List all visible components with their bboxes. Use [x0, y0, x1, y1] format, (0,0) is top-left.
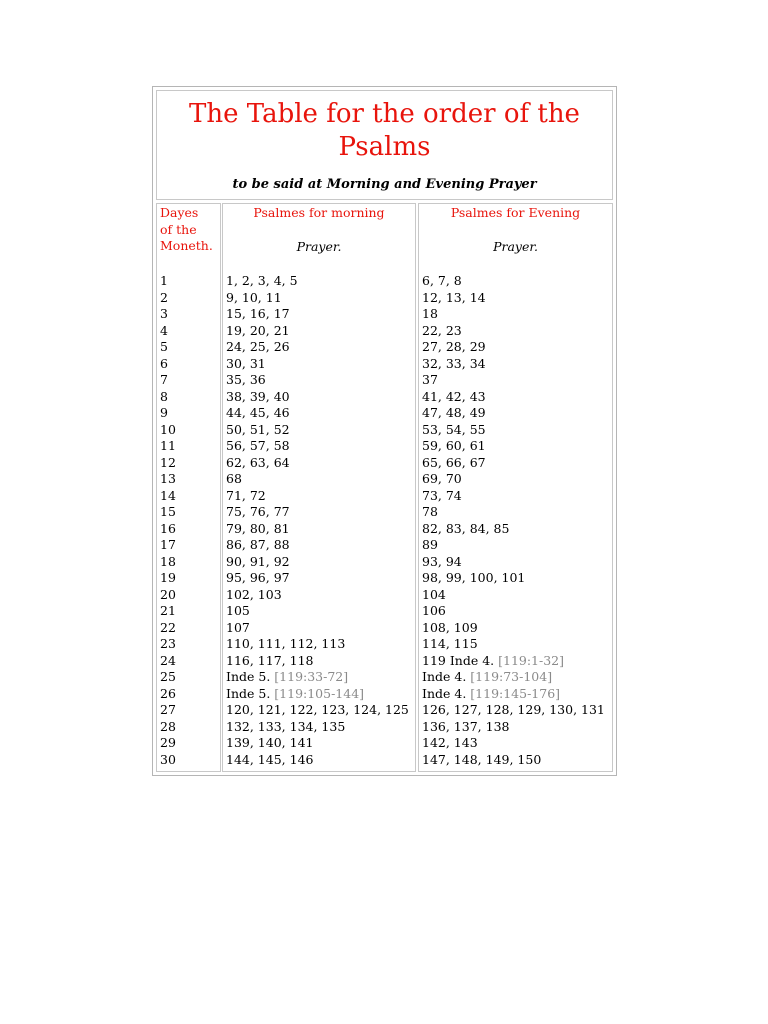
morning-psalms-text: 107: [226, 619, 250, 635]
morning-psalms-text: 44, 45, 46: [226, 405, 290, 420]
evening-psalms-text: 69, 70: [422, 471, 462, 486]
morning-psalms-text: 139, 140, 141: [226, 735, 314, 750]
days-header: [157, 204, 220, 255]
morning-psalms-text: 68: [226, 471, 242, 486]
day-number: 14: [160, 487, 176, 503]
day-number: 8: [160, 388, 168, 404]
evening-psalms-text: 73, 74: [422, 487, 462, 503]
day-number: 28: [160, 718, 176, 734]
morning-psalms-text: 144, 145, 146: [226, 751, 314, 767]
days-header-line: of the: [160, 221, 197, 237]
morning-header: Psalmes for morning: [253, 205, 385, 220]
evening-psalms-row: [419, 554, 612, 571]
days-column: [156, 203, 221, 772]
morning-psalms-text: 35, 36: [226, 372, 266, 387]
evening-psalms-text: 106: [422, 603, 446, 618]
day-number: 26: [160, 685, 176, 701]
evening-psalms-row: [419, 504, 612, 521]
morning-psalms-text: 120, 121, 122, 123, 124, 125: [226, 702, 409, 717]
evening-psalms-text: 32, 33, 34: [422, 355, 486, 371]
evening-psalms-text: 47, 48, 49: [422, 405, 486, 420]
evening-psalms-text: Inde 4.: [422, 669, 467, 684]
morning-psalms-text: 71, 72: [226, 487, 266, 503]
evening-psalms-text: 119 Inde 4.: [422, 652, 495, 668]
evening-psalms-text: Inde 4.: [422, 685, 467, 701]
day-number: 23: [160, 636, 176, 651]
evening-psalms-text: 27, 28, 29: [422, 339, 486, 354]
morning-psalms-text: 116, 117, 118: [226, 652, 314, 668]
evening-psalms-text: 98, 99, 100, 101: [422, 570, 526, 585]
morning-psalms-text: 86, 87, 88: [226, 537, 290, 552]
page-subtitle: to be said at Morning and Evening Prayer: [232, 177, 537, 192]
morning-psalms-row: [223, 521, 415, 538]
morning-psalms-row: [223, 455, 415, 472]
day-number: 13: [160, 471, 176, 486]
evening-psalms-text: 89: [422, 537, 438, 552]
day-number: 22: [160, 619, 176, 635]
morning-psalms-text: 62, 63, 64: [226, 454, 290, 470]
evening-psalms-text: 22, 23: [422, 322, 462, 338]
days-header-line: Moneth.: [160, 238, 213, 253]
evening-psalms-row: [419, 422, 612, 439]
morning-psalms-text: 19, 20, 21: [226, 322, 290, 338]
morning-psalms-text: 102, 103: [226, 586, 282, 602]
evening-list: [419, 273, 612, 768]
morning-psalms-row: [223, 636, 415, 653]
day-number: 30: [160, 751, 176, 767]
evening-psalms-row: [419, 471, 612, 488]
morning-psalms-row: [223, 537, 415, 554]
evening-psalms-row: [419, 587, 612, 604]
day-number: 18: [160, 553, 176, 569]
morning-psalm-reference-link[interactable]: [119:105-144]: [274, 685, 365, 701]
evening-psalms-row: [419, 389, 612, 406]
morning-psalms-text: 30, 31: [226, 355, 266, 371]
morning-psalms-text: 75, 76, 77: [226, 504, 290, 519]
morning-psalms-text: 9, 10, 11: [226, 289, 282, 305]
evening-column: [418, 203, 613, 772]
evening-psalms-row: [419, 653, 612, 670]
evening-psalms-text: 53, 54, 55: [422, 421, 486, 437]
morning-psalms-row: [223, 620, 415, 637]
evening-psalms-text: 126, 127, 128, 129, 130, 131: [422, 702, 605, 717]
evening-psalms-row: [419, 719, 612, 736]
evening-psalms-row: [419, 521, 612, 538]
evening-psalms-row: [419, 488, 612, 505]
morning-psalms-row: [223, 356, 415, 373]
evening-psalms-row: [419, 702, 612, 719]
morning-psalms-row: [223, 405, 415, 422]
evening-psalms-row: [419, 686, 612, 703]
evening-psalms-text: 78: [422, 504, 438, 519]
morning-psalms-row: [223, 554, 415, 571]
morning-column: [222, 203, 416, 772]
evening-psalms-row: [419, 620, 612, 637]
evening-psalms-text: 12, 13, 14: [422, 289, 486, 305]
evening-psalms-text: 82, 83, 84, 85: [422, 520, 510, 536]
morning-psalms-row: [223, 306, 415, 323]
morning-psalms-text: 79, 80, 81: [226, 520, 290, 536]
morning-psalms-text: 132, 133, 134, 135: [226, 718, 346, 734]
evening-psalms-row: [419, 405, 612, 422]
day-number: 25: [160, 669, 176, 684]
morning-psalms-row: [223, 389, 415, 406]
evening-psalms-row: [419, 356, 612, 373]
evening-psalms-text: 114, 115: [422, 636, 478, 651]
morning-psalms-row: [223, 669, 415, 686]
morning-psalms-row: [223, 339, 415, 356]
morning-psalms-row: [223, 372, 415, 389]
evening-psalm-reference-link[interactable]: [119:73-104]: [470, 669, 553, 684]
evening-psalms-row: [419, 306, 612, 323]
evening-psalms-text: 41, 42, 43: [422, 388, 486, 404]
day-number: 4: [160, 322, 168, 338]
morning-psalms-text: 1, 2, 3, 4, 5: [226, 273, 298, 288]
evening-psalms-row: [419, 372, 612, 389]
day-number: 20: [160, 586, 176, 602]
morning-psalms-row: [223, 603, 415, 620]
day-number: 10: [160, 421, 176, 437]
morning-psalms-row: [223, 735, 415, 752]
morning-psalms-text: 38, 39, 40: [226, 388, 290, 404]
morning-psalms-row: [223, 686, 415, 703]
day-number: 21: [160, 603, 176, 618]
day-number: 2: [160, 289, 168, 305]
day-number: 6: [160, 355, 168, 371]
morning-psalms-text: 24, 25, 26: [226, 339, 290, 354]
days-list: [157, 273, 220, 768]
evening-psalms-row: [419, 603, 612, 620]
evening-psalms-row: [419, 570, 612, 587]
morning-psalms-text: Inde 5.: [226, 669, 271, 684]
day-number: 17: [160, 537, 176, 552]
morning-psalms-text: 105: [226, 603, 250, 618]
evening-psalms-text: 18: [422, 306, 438, 321]
evening-psalm-reference-link[interactable]: [119:1-32]: [498, 652, 565, 668]
morning-list: [223, 273, 415, 768]
day-number: 19: [160, 570, 176, 585]
evening-psalms-text: 93, 94: [422, 553, 462, 569]
morning-psalms-row: [223, 653, 415, 670]
evening-psalms-text: 59, 60, 61: [422, 438, 486, 453]
morning-psalms-row: [223, 752, 415, 769]
evening-psalms-row: [419, 273, 612, 290]
day-number: 29: [160, 735, 176, 750]
morning-psalms-row: [223, 719, 415, 736]
morning-psalms-row: [223, 570, 415, 587]
morning-psalms-text: 56, 57, 58: [226, 438, 290, 453]
morning-psalms-row: [223, 290, 415, 307]
morning-psalms-row: [223, 323, 415, 340]
morning-psalms-row: [223, 273, 415, 290]
day-number: 15: [160, 504, 176, 519]
evening-psalms-row: [419, 537, 612, 554]
evening-prayer-label: Prayer.: [493, 238, 538, 254]
morning-psalms-row: [223, 587, 415, 604]
day-number: 1: [160, 273, 168, 288]
evening-psalms-row: [419, 438, 612, 455]
page-title: The Table for the order of the Psalms: [189, 99, 580, 162]
evening-psalms-row: [419, 290, 612, 307]
day-number: 9: [160, 405, 168, 420]
morning-psalms-text: 90, 91, 92: [226, 553, 290, 569]
evening-psalms-row: [419, 323, 612, 340]
evening-psalms-text: 147, 148, 149, 150: [422, 751, 542, 767]
evening-psalms-text: 65, 66, 67: [422, 454, 486, 470]
morning-psalms-row: [223, 488, 415, 505]
evening-psalms-row: [419, 455, 612, 472]
evening-header: Psalmes for Evening: [450, 205, 581, 220]
evening-psalms-text: 108, 109: [422, 619, 478, 635]
day-number: 16: [160, 520, 176, 536]
evening-psalms-row: [419, 669, 612, 686]
morning-prayer-label: Prayer.: [296, 238, 342, 254]
morning-psalms-text: 15, 16, 17: [226, 306, 290, 321]
evening-psalms-row: [419, 735, 612, 752]
morning-psalms-row: [223, 471, 415, 488]
evening-psalms-text: 142, 143: [422, 735, 478, 750]
day-number: 12: [160, 454, 176, 470]
morning-psalms-row: [223, 504, 415, 521]
morning-psalms-text: 95, 96, 97: [226, 570, 290, 585]
day-number: 3: [160, 306, 168, 321]
day-number: 11: [160, 438, 176, 453]
evening-psalms-row: [419, 636, 612, 653]
evening-psalms-text: 136, 137, 138: [422, 718, 510, 734]
morning-psalm-reference-link[interactable]: [119:33-72]: [274, 669, 349, 684]
evening-psalm-reference-link[interactable]: [119:145-176]: [470, 685, 561, 701]
day-number: 7: [160, 372, 168, 387]
morning-psalms-text: 110, 111, 112, 113: [226, 636, 346, 651]
morning-psalms-row: [223, 702, 415, 719]
morning-psalms-row: [223, 438, 415, 455]
day-number: 24: [160, 652, 176, 668]
psalms-table: [152, 86, 617, 776]
evening-psalms-text: 104: [422, 586, 446, 602]
morning-psalms-text: Inde 5.: [226, 685, 271, 701]
day-number: 5: [160, 339, 168, 354]
days-header-line: Dayes: [160, 205, 199, 220]
title-cell: [156, 90, 613, 200]
evening-psalms-row: [419, 752, 612, 769]
morning-psalms-row: [223, 422, 415, 439]
morning-psalms-text: 50, 51, 52: [226, 421, 290, 437]
evening-psalms-row: [419, 339, 612, 356]
evening-psalms-text: 37: [422, 372, 438, 387]
day-number: 27: [160, 702, 176, 717]
evening-psalms-text: 6, 7, 8: [422, 273, 462, 288]
